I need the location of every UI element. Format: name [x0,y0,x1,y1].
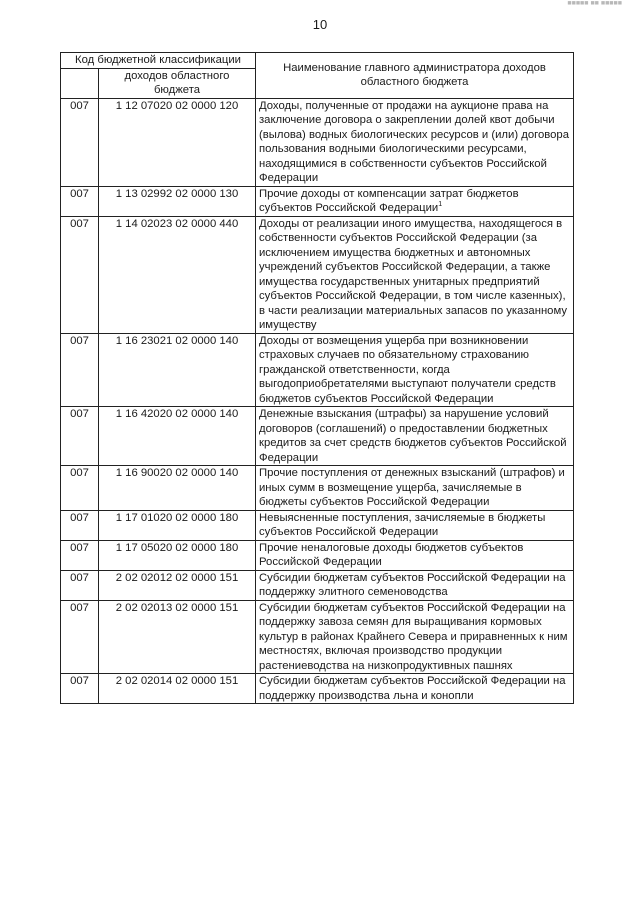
admin-code-cell: 007 [61,407,99,466]
table-row [61,674,574,704]
revenue-name-cell [256,333,574,407]
table-body [61,98,574,704]
table-row [61,466,574,511]
table-row [61,540,574,570]
header-revenue-code: доходов областного бюджета [99,68,256,98]
revenue-name-text: Невыясненные поступления, зачисляемые в бюджеты субъектов Российской Федерации [259,511,546,538]
revenue-code-cell: 1 16 23021 02 0000 140 [99,333,256,407]
admin-code-cell: 007 [61,570,99,600]
revenue-code-cell: 1 17 05020 02 0000 180 [99,540,256,570]
revenue-code-cell: 2 02 02012 02 0000 151 [99,570,256,600]
page-number: 10 [312,17,328,32]
admin-code-cell: 007 [61,466,99,511]
admin-code-cell: 007 [61,98,99,186]
revenue-code-cell: 1 16 90020 02 0000 140 [99,466,256,511]
table-row [61,407,574,466]
revenue-name-cell [256,674,574,704]
revenue-name-text: Субсидии бюджетам субъектов Российской Федерации на поддержку производства льна и конопли [259,675,566,702]
revenue-name-cell [256,407,574,466]
admin-code-cell: 007 [61,333,99,407]
admin-code-cell: 007 [61,540,99,570]
corner-mark: ■■■■■ ■■ ■■■■■ [567,0,622,7]
admin-code-cell: 007 [61,216,99,333]
revenue-code-cell: 2 02 02013 02 0000 151 [99,600,256,674]
table-row [61,186,574,216]
revenue-name-text: Субсидии бюджетам субъектов Российской Федерации на поддержку завоза семян для выращивания кормовых культур в районах Крайнего Севера и приравненных к ним местностях, включая производство продукции растениеводства на низкопродуктивных пашнях [259,601,568,672]
table-row [61,98,574,186]
revenue-name-text: Денежные взыскания (штрафы) за нарушение условий договоров (соглашений) о предоставлении бюджетных кредитов за счет средств бюджетов субъектов Российской Федерации [259,408,567,464]
revenue-name-text: Прочие неналоговые доходы бюджетов субъектов Российской Федерации [259,541,524,568]
revenue-name-text: Доходы, полученные от продажи на аукционе права на заключение договора о закреплении долей квот добычи (вылова) водных биологических ресурсов и (или) договора пользования водными биологическими ресурсами, находящимися в собственности субъектов Российской Федерации [259,99,569,184]
table-row [61,216,574,333]
revenue-name-cell [256,186,574,216]
revenue-name-text: Доходы от реализации иного имущества, находящегося в собственности субъектов Российской Федерации (за исключением имущества бюджетных и автономных учреждений субъектов Российской Федерации, а также имущества государственных унитарных предприятий субъектов Российской Федерации, в том числе казенных), в части реализации материальных запасов по указанному имуществу [259,217,568,331]
revenue-name-cell [256,98,574,186]
admin-code-cell: 007 [61,600,99,674]
header-classification-group: Код бюджетной классификации [61,53,256,69]
table-row [61,510,574,540]
revenue-name-cell [256,540,574,570]
revenue-name-cell [256,216,574,333]
footnote-marker: 1 [438,201,443,209]
revenue-name-text: Прочие доходы от компенсации затрат бюджетов субъектов Российской Федерации [259,187,519,214]
revenue-code-cell: 2 02 02014 02 0000 151 [99,674,256,704]
revenue-name-text: Прочие поступления от денежных взысканий (штрафов) и иных сумм в возмещение ущерба, зачисляемые в бюджеты субъектов Российской Федерации [259,467,565,508]
revenue-name-cell [256,466,574,511]
revenue-name-cell [256,510,574,540]
revenue-name-text: Доходы от возмещения ущерба при возникновении страховых случаев по обязательному страхованию гражданской ответственности, когда выгодоприобретателями выступают получатели средств бюджетов субъектов Российской Федерации [259,334,556,405]
budget-classification-table [60,52,574,704]
header-administrator-name: Наименование главного администратора доходов областного бюджета [256,53,574,99]
table-row [61,333,574,407]
revenue-code-cell: 1 14 02023 02 0000 440 [99,216,256,333]
revenue-code-cell: 1 17 01020 02 0000 180 [99,510,256,540]
admin-code-cell: 007 [61,510,99,540]
revenue-name-cell [256,600,574,674]
revenue-code-cell: 1 13 02992 02 0000 130 [99,186,256,216]
header-admin-code-cell [61,68,99,98]
revenue-name-cell [256,570,574,600]
admin-code-cell: 007 [61,674,99,704]
revenue-code-cell: 1 12 07020 02 0000 120 [99,98,256,186]
table-row [61,600,574,674]
table-header [61,53,574,99]
revenue-code-cell: 1 16 42020 02 0000 140 [99,407,256,466]
revenue-name-text: Субсидии бюджетам субъектов Российской Федерации на поддержку элитного семеноводства [259,571,566,598]
table-row [61,570,574,600]
admin-code-cell: 007 [61,186,99,216]
